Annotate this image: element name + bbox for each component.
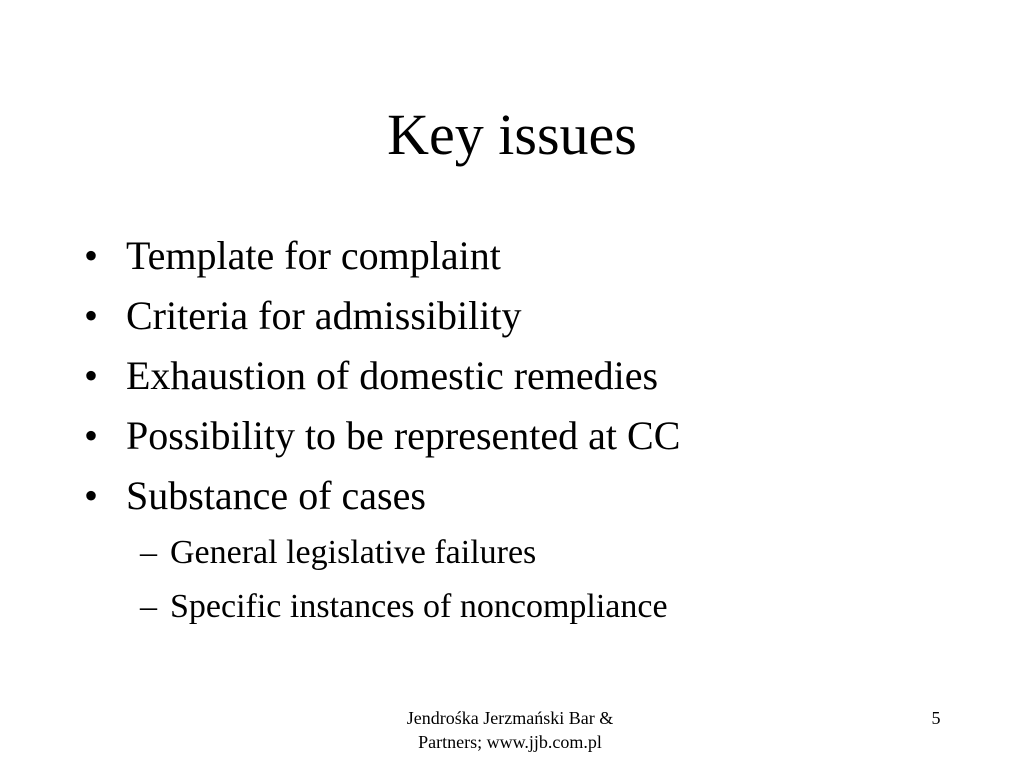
sub-bullet-text: Specific instances of noncompliance [170,588,668,625]
bullet-marker: • [84,293,99,338]
sub-bullet-marker: – [140,588,157,625]
page-number: 5 [931,708,941,728]
slide-title: Key issues [387,102,637,167]
sub-bullet-text: General legislative failures [170,534,537,571]
bullet-item [84,466,964,526]
bullet-item [84,406,964,466]
sub-bullet-item [84,580,964,634]
bullet-item [84,226,964,286]
bullet-marker: • [84,473,99,518]
slide-footer [370,706,650,754]
bullet-item [84,346,964,406]
bullet-marker: • [84,413,99,458]
bullet-text: Possibility to be represented at CC [126,413,681,458]
bullet-text: Substance of cases [126,473,426,518]
footer-line-2: Partners; www.jjb.com.pl [418,732,602,752]
footer-line-1: Jendrośka Jerzmański Bar & [406,708,614,728]
bullet-item [84,286,964,346]
bullet-text: Criteria for admissibility [126,293,522,338]
bullet-text: Template for complaint [126,233,501,278]
bullet-list [84,226,964,634]
bullet-text: Exhaustion of domestic remedies [126,353,659,398]
bullet-marker: • [84,353,99,398]
sub-bullet-item [84,526,964,580]
bullet-marker: • [84,233,99,278]
sub-bullet-marker: – [140,534,157,571]
